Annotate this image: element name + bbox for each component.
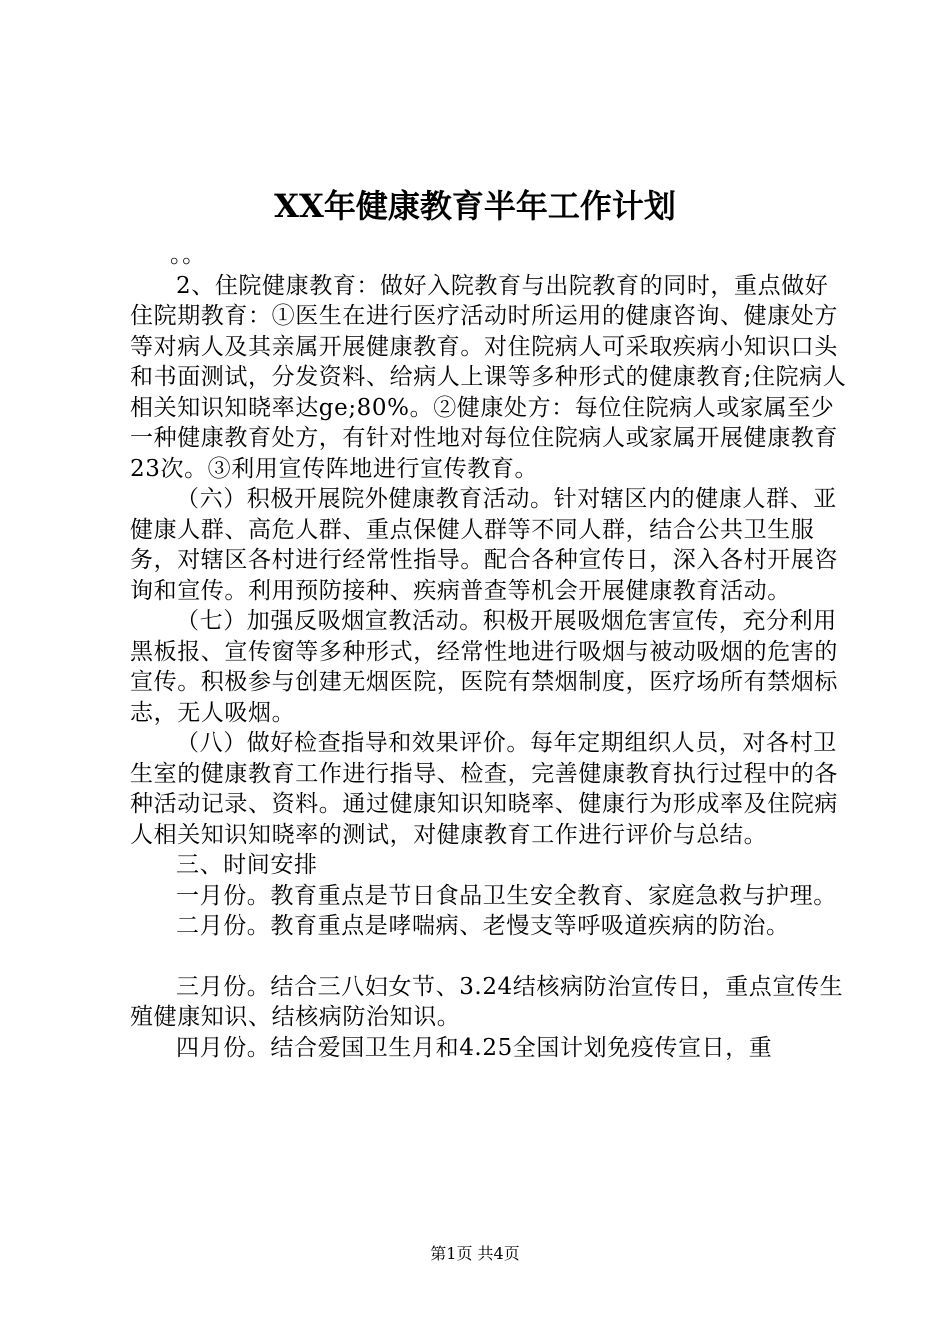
paragraph-inspection-evaluation: （八）做好检查指导和效果评价。每年定期组织人员，对各村卫生室的健康教育工作进行指导、检查，完善健康教育执行过程中的各种活动记录、资料。通过健康知识知晓率、健康行为形成率及住院病人相关知识知晓率的测试，对健康教育工作进行评价与总结。 — [130, 730, 838, 848]
paragraph-march: 三月份。结合三八妇女节、3.24结核病防治宣传日，重点宣传生殖健康知识、结核病防治知识。 — [130, 973, 844, 1030]
document-title: XX年健康教育半年工作计划 — [274, 187, 676, 225]
paragraph-april: 四月份。结合爱国卫生月和4.25全国计划免疫传宣日，重 — [176, 1034, 773, 1061]
document-body — [130, 240, 850, 1063]
blank-line — [130, 942, 850, 972]
page-footer: 第1页 共4页 — [430, 1244, 520, 1263]
paragraph-january: 一月份。教育重点是节日食品卫生安全教育、家庭急救与护理。 — [176, 882, 837, 909]
section-heading-schedule: 三、时间安排 — [176, 852, 318, 878]
paragraph-outpatient-activities: （六）积极开展院外健康教育活动。针对辖区内的健康人群、亚健康人群、高危人群、重点保健人群等不同人群，结合公共卫生服务，对辖区各村进行经常性指导。配合各种宣传日，深入各村开展咨询和宣传。利用预防接种、疾病普查等机会开展健康教育活动。 — [130, 486, 838, 604]
paragraph-ellipsis: 。。 — [170, 242, 206, 268]
paragraph-anti-smoking: （七）加强反吸烟宣教活动。积极开展吸烟危害宣传，充分利用黑板报、宣传窗等多种形式，经常性地进行吸烟与被动吸烟的危害的宣传。积极参与创建无烟医院，医院有禁烟制度，医疗场所有禁烟标志，无人吸烟。 — [130, 608, 838, 726]
paragraph-february: 二月份。教育重点是哮喘病、老慢支等呼吸道疾病的防治。 — [176, 913, 790, 939]
paragraph-inpatient-education: 2、住院健康教育：做好入院教育与出院教育的同时，重点做好住院期教育：①医生在进行医疗活动时所运用的健康咨询、健康处方等对病人及其亲属开展健康教育。对住院病人可采取疾病小知识口头和书面测试，分发资料、给病人上课等多种形式的健康教育;住院病人相关知识知晓率达ge;80%。②健康处方：每位住院病人或家属至少一种健康教育处方，有针对性地对每位住院病人或家属开展健康教育23次。③利用宣传阵地进行宣传教育。 — [130, 272, 847, 482]
